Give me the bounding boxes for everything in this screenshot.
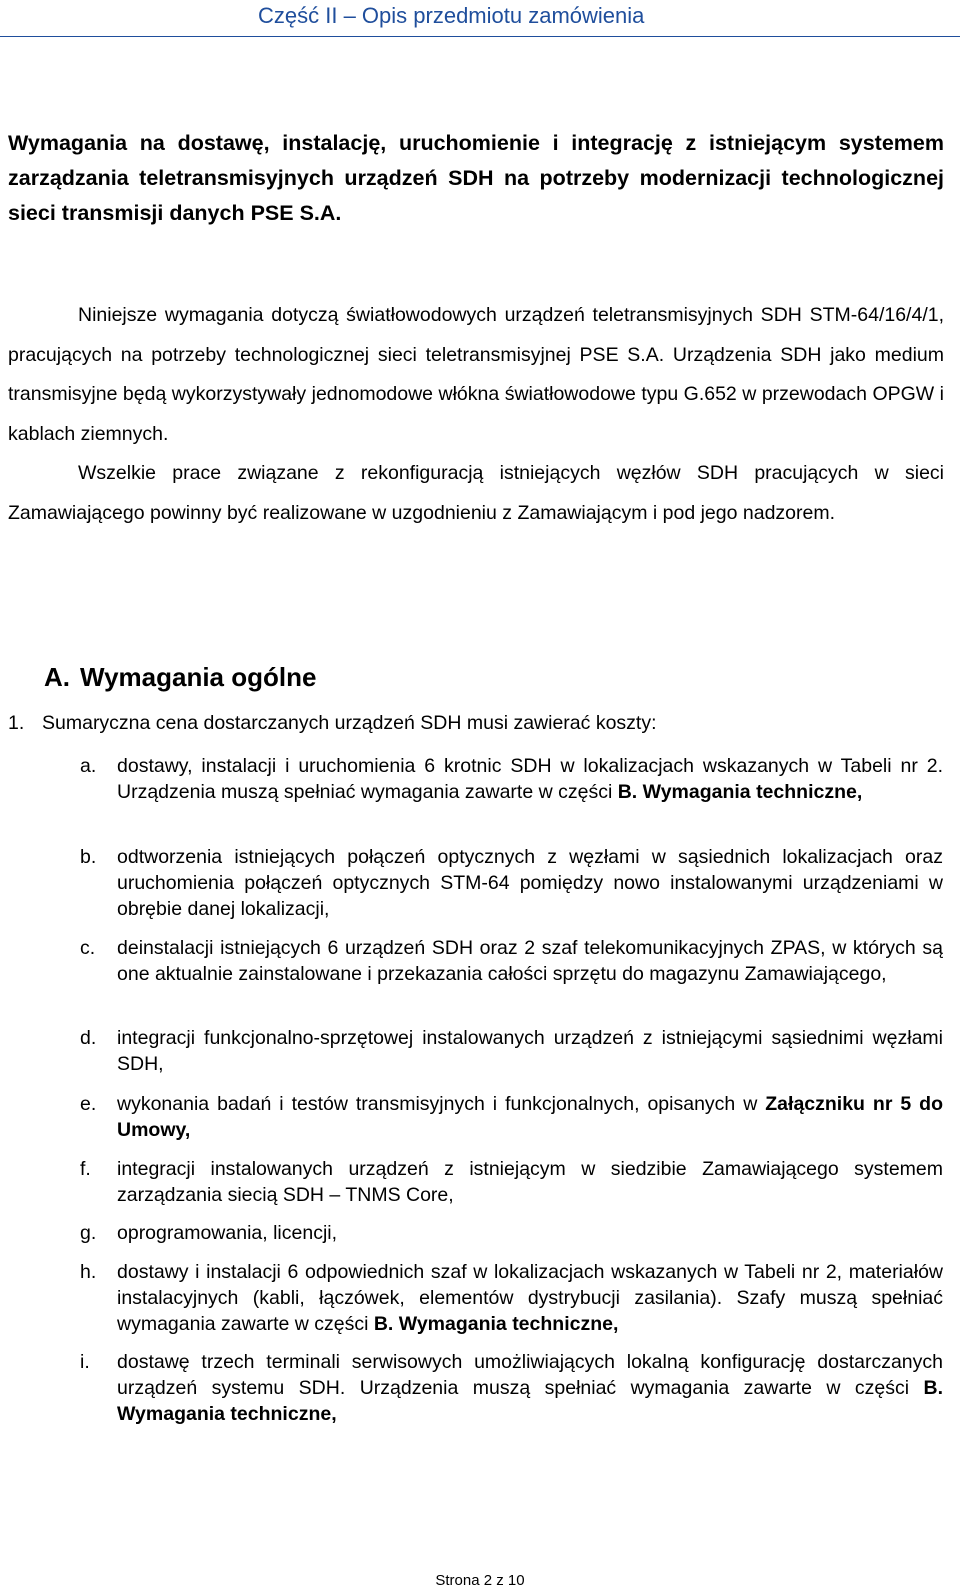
header-divider bbox=[0, 36, 960, 37]
subitem-text: dostawy i instalacji 6 odpowiednich szaf w lokalizacjach wskazanych w Tabeli nr 2, materiałów instalacyjnych (kabli, łączówek, elementów dystrybucji zasilania). Szafy muszą spełniać wymagania zawarte w części bbox=[117, 1261, 943, 1335]
subitem-bold-text: B. Wymagania techniczne, bbox=[617, 781, 863, 803]
subitem-e bbox=[80, 1091, 944, 1143]
subitem-b bbox=[80, 844, 944, 922]
page-number: Strona 2 z 10 bbox=[435, 1572, 525, 1589]
subitem-g bbox=[80, 1220, 944, 1246]
list-item-1 bbox=[8, 710, 657, 736]
section-label: A. bbox=[44, 662, 70, 692]
subitem-text: dostawę trzech terminali serwisowych umożliwiających lokalną konfigurację dostarczanych urządzeń systemu SDH. Urządzenia muszą spełniać wymagania zawarte w części bbox=[117, 1351, 943, 1399]
subitem-letter: e. bbox=[80, 1093, 97, 1115]
intro-paragraph-2: Wszelkie prace związane z rekonfiguracją istniejących węzłów SDH pracujących w sieci Zamawiającego powinny być realizowane w uzgodnieniu z Zamawiającym i pod jego nadzorem. bbox=[8, 462, 944, 524]
subitem-text: wykonania badań i testów transmisyjnych i funkcjonalnych, opisanych w bbox=[117, 1093, 766, 1115]
subitem-f bbox=[80, 1156, 944, 1208]
subitem-text: integracji instalowanych urządzeń z istniejącym w siedzibie Zamawiającego systemem zarządzania siecią SDH – TNMS Core, bbox=[117, 1158, 943, 1206]
subitem-bold-text: B. Wymagania techniczne, bbox=[373, 1313, 619, 1335]
subitem-text: odtworzenia istniejących połączeń optycznych z węzłami w sąsiednich lokalizacjach oraz uruchomienia połączeń optycznych STM-64 pomiędzy nowo instalowanymi urządzeniami w obrębie danej lokalizacji, bbox=[117, 846, 943, 920]
header-title: Część II – Opis przedmiotu zamówienia bbox=[258, 3, 645, 28]
subitem-letter: c. bbox=[80, 937, 96, 959]
document-title: Wymagania na dostawę, instalację, uruchomienie i integrację z istniejącym systemem zarządzania teletransmisyjnych urządzeń SDH na potrzeby modernizacji technologicznej sieci transmisji danych PSE S.A. bbox=[8, 131, 944, 225]
subitem-letter: b. bbox=[80, 846, 97, 868]
subitem-text: oprogramowania, licencji, bbox=[117, 1222, 338, 1244]
subitem-letter: i. bbox=[80, 1351, 90, 1373]
subitem-letter: g. bbox=[80, 1222, 97, 1244]
subitem-h bbox=[80, 1259, 944, 1337]
section-title: Wymagania ogólne bbox=[80, 662, 317, 692]
subitem-text: dostawy, instalacji i uruchomienia 6 krotnic SDH w lokalizacjach wskazanych w Tabeli nr 2. Urządzenia muszą spełniać wymagania zawarte w części bbox=[117, 755, 943, 803]
subitem-letter: a. bbox=[80, 755, 97, 777]
list-item-text: Sumaryczna cena dostarczanych urządzeń SDH musi zawierać koszty: bbox=[42, 712, 657, 734]
section-heading bbox=[44, 662, 316, 693]
subitem-letter: h. bbox=[80, 1261, 97, 1283]
intro-paragraph-1: Niniejsze wymagania dotyczą światłowodowych urządzeń teletransmisyjnych SDH STM-64/16/4/1, pracujących na potrzeby technologicznej sieci teletransmisyjnej PSE S.A. Urządzenia SDH jako medium transmisyjne będą wykorzystywały jednomodowe włókna światłowodowe typu G.652 w przewodach OPGW i kablach ziemnych. bbox=[8, 304, 944, 445]
subitem-i bbox=[80, 1349, 944, 1427]
subitem-bold-text: B. Wymagania techniczne, bbox=[117, 1377, 943, 1425]
subitem-d bbox=[80, 1025, 944, 1077]
subitem-text: integracji funkcjonalno-sprzętowej instalowanych urządzeń z istniejącymi sąsiednimi węzłami SDH, bbox=[117, 1027, 943, 1075]
subitem-letter: d. bbox=[80, 1027, 97, 1049]
list-item-number: 1. bbox=[8, 712, 25, 734]
subitem-letter: f. bbox=[80, 1158, 91, 1180]
subitem-text: deinstalacji istniejących 6 urządzeń SDH oraz 2 szaf telekomunikacyjnych ZPAS, w których są one aktualnie zainstalowane i przekazania całości sprzętu do magazynu Zamawiającego, bbox=[117, 937, 943, 985]
subitem-a bbox=[80, 753, 944, 805]
subitem-bold-text: Załączniku nr 5 do Umowy, bbox=[117, 1093, 944, 1141]
subitem-c bbox=[80, 935, 944, 987]
page-header bbox=[0, 0, 960, 40]
